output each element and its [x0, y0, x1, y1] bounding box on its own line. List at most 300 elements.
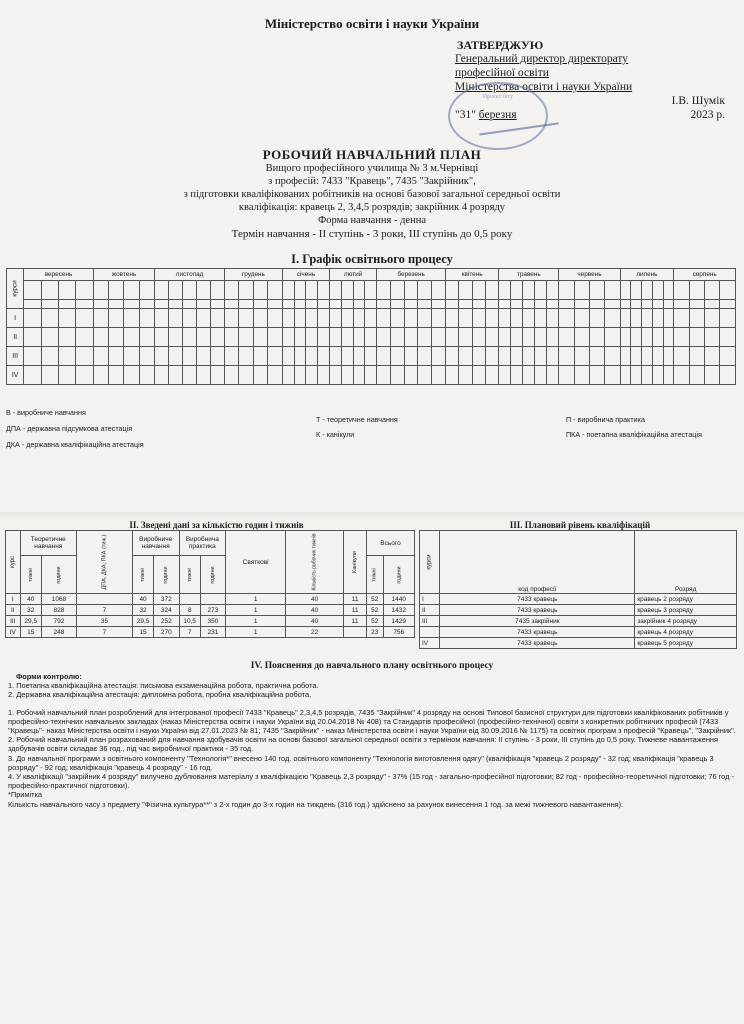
schedule-cell: [432, 366, 446, 385]
schedule-cell: [196, 328, 210, 347]
schedule-cell: [239, 366, 254, 385]
schedule-cell: [365, 366, 377, 385]
summary-p-hours-header: години: [209, 565, 216, 584]
week-number-cell: [559, 300, 574, 309]
schedule-cell: [268, 309, 283, 328]
schedule-cell: [294, 366, 306, 385]
week-number-cell: [76, 300, 93, 309]
title-line-2: з професій: 7433 "Кравець", 7435 "Закрійник",: [268, 176, 476, 187]
schedule-cell: [547, 309, 559, 328]
schedule-cell: [155, 366, 169, 385]
course-row-label: І: [7, 309, 24, 328]
week-cell: [720, 281, 736, 300]
note-item-2: 2. Робочий навчальний план розрахований для навчання здобувачів освіти на основі базової загальної середньої освіти з терміном навчання: ІІ ступінь - 3 роки, ІІІ ступінь до 0,5 року. Тижневе навантаження здобувачів освіти складає 36 год., під час виробничої практики - 35 год.: [8, 735, 718, 754]
summary-cell-course: ІІ: [6, 605, 21, 616]
summary-cell-dpa: 7: [77, 605, 133, 616]
summary-cell-v_w: 40: [132, 594, 153, 605]
schedule-cell: [365, 309, 377, 328]
schedule-cell: [109, 309, 124, 328]
summary-vocational-header: Виробниче навчання: [132, 531, 179, 556]
summary-cell-t_h: 248: [41, 627, 76, 638]
week-number-cell: [390, 300, 404, 309]
summary-cell-t_w: 15: [20, 627, 41, 638]
week-cell: [365, 281, 377, 300]
week-number-cell: [446, 300, 459, 309]
schedule-cell: [306, 309, 318, 328]
summary-cell-hol: 1: [226, 605, 286, 616]
schedule-cell: [318, 328, 330, 347]
summary-cell-v_h: 372: [154, 594, 179, 605]
plan-title: РОБОЧИЙ НАВЧАЛЬНИЙ ПЛАН: [262, 147, 482, 162]
schedule-cell: [390, 309, 404, 328]
schedule-cell: [523, 309, 535, 328]
week-number-cell: [499, 300, 511, 309]
week-number-cell: [689, 300, 704, 309]
week-number-cell: [605, 300, 620, 309]
schedule-cell: [472, 366, 485, 385]
schedule-cell: [390, 328, 404, 347]
schedule-cell: [642, 309, 653, 328]
schedule-cell: [589, 309, 604, 328]
schedule-cell: [574, 328, 589, 347]
schedule-cell: [58, 347, 75, 366]
month-header: травень: [499, 269, 559, 281]
summary-cell-p_w: [179, 594, 200, 605]
schedule-cell: [196, 366, 210, 385]
week-cell: [620, 281, 631, 300]
schedule-cell: [418, 309, 432, 328]
schedule-cell: [485, 347, 498, 366]
approve-day: "31": [455, 109, 476, 121]
qual-cell-course: ІІІ: [420, 616, 440, 627]
schedule-cell: [511, 328, 523, 347]
note-item-1: 1. Робочий навчальний план розроблений для інтегрованої професії 7433 "Кравець" 2,3,4,5 розрядів, 7435 "Закрійник" 4 розряду на основі Типової базисної структури для підготовки кваліфікованих робітників у професійно-технічних навчальних закладах (наказ Міністерства освіти і науки України від 20.04.2018 № 408) та Стандартів професійної (професійно-технічної) освіти з конкретних робітничих професій (7433 "Кравець"- наказ Міністерства освіти і науки України від 27.01.2023 № 81; 7435 "Закрійник" - наказ Міністерства освіти і науки України від 30.09.2016 № 1175) та освітніх програм з професій "Кравець", "Закрійник".: [8, 707, 736, 736]
qual-cell-grade: кравець 4 розряду: [635, 627, 737, 638]
summary-table: [5, 530, 415, 638]
schedule-cell: [535, 347, 547, 366]
summary-cell-hol: 1: [226, 616, 286, 627]
summary-cell-t_h: 1068: [41, 594, 76, 605]
schedule-cell: [58, 328, 75, 347]
title-line-3: з підготовки кваліфікованих робітників на основі базової загальної середньої освіти: [183, 189, 561, 200]
qual-cell-code: 7433 кравець: [440, 627, 635, 638]
control-line-1: 1. Поетапна кваліфікаційна атестація: письмова екзаменаційна робота, практична робота.: [8, 681, 319, 691]
schedule-cell: [377, 309, 391, 328]
schedule-cell: [390, 366, 404, 385]
schedule-cell: [210, 309, 224, 328]
week-number-cell: [169, 300, 183, 309]
schedule-cell: [76, 366, 93, 385]
schedule-cell: [124, 366, 139, 385]
summary-cell-vac: 11: [344, 594, 367, 605]
schedule-cell: [446, 328, 459, 347]
schedule-cell: [183, 347, 197, 366]
schedule-cell: [341, 366, 353, 385]
schedule-cell: [689, 366, 704, 385]
summary-section-title: ІІ. Зведені дані за кількістю годин і тижнів: [129, 520, 304, 530]
week-number-cell: [41, 300, 58, 309]
qualification-table: [419, 530, 737, 649]
qual-cell-grade: закрійник 4 розряду: [635, 616, 737, 627]
schedule-cell: [432, 347, 446, 366]
summary-cell-course: IV: [6, 627, 21, 638]
week-cell: [689, 281, 704, 300]
ministry-heading: Міністерство освіти і науки України: [264, 16, 480, 31]
schedule-cell: [472, 328, 485, 347]
schedule-cell: [642, 347, 653, 366]
week-number-cell: [139, 300, 154, 309]
schedule-cell: [294, 309, 306, 328]
schedule-cell: [224, 347, 239, 366]
summary-cell-tot_h: 756: [383, 627, 415, 638]
schedule-cell: [294, 328, 306, 347]
schedule-cell: [294, 347, 306, 366]
schedule-cell: [511, 309, 523, 328]
qual-cell-grade: кравець 3 розряду: [635, 605, 737, 616]
summary-cell-p_w: 10,5: [179, 616, 200, 627]
week-number-cell: [294, 300, 306, 309]
schedule-cell: [589, 328, 604, 347]
summary-cell-tot_h: 1432: [383, 605, 415, 616]
schedule-cell: [605, 347, 620, 366]
schedule-cell: [169, 328, 183, 347]
week-cell: [485, 281, 498, 300]
schedule-cell: [574, 347, 589, 366]
schedule-cell: [318, 347, 330, 366]
summary-cell-t_w: 32: [20, 605, 41, 616]
month-header: березень: [377, 269, 446, 281]
schedule-cell: [124, 309, 139, 328]
schedule-cell: [183, 366, 197, 385]
schedule-cell: [268, 347, 283, 366]
qual-row: [420, 627, 737, 638]
summary-vacation-header: Канікули: [352, 551, 359, 573]
schedule-cell: [459, 328, 472, 347]
week-number-cell: [282, 300, 294, 309]
summary-v-weeks-header: тижні: [140, 567, 147, 582]
qual-row: [420, 605, 737, 616]
week-number-cell: [109, 300, 124, 309]
schedule-cell: [183, 328, 197, 347]
qual-cell-code: 7435 закрійник: [440, 616, 635, 627]
schedule-cell: [663, 328, 674, 347]
month-header: квітень: [446, 269, 499, 281]
week-number-cell: [720, 300, 736, 309]
week-number-cell: [589, 300, 604, 309]
week-number-cell: [341, 300, 353, 309]
summary-cell-vac: [344, 627, 367, 638]
schedule-cell: [58, 366, 75, 385]
schedule-cell: [139, 366, 154, 385]
summary-row: [6, 605, 415, 616]
summary-cell-t_w: 40: [20, 594, 41, 605]
schedule-cell: [689, 328, 704, 347]
summary-total-header: Всього: [367, 531, 415, 556]
schedule-cell: [93, 347, 108, 366]
week-number-cell: [183, 300, 197, 309]
schedule-cell: [547, 347, 559, 366]
summary-workweeks-header: Кількість робочих тижнів: [311, 533, 318, 591]
schedule-cell: [589, 347, 604, 366]
schedule-cell: [446, 309, 459, 328]
month-header: грудень: [224, 269, 282, 281]
schedule-cell: [109, 328, 124, 347]
schedule-cell: [720, 309, 736, 328]
schedule-cell: [574, 366, 589, 385]
week-number-cell: [472, 300, 485, 309]
week-cell: [404, 281, 418, 300]
schedule-cell: [169, 309, 183, 328]
week-number-cell: [704, 300, 719, 309]
summary-tot-weeks-header: тижні: [371, 567, 378, 582]
course-row-label: IV: [7, 366, 24, 385]
schedule-cell: [41, 328, 58, 347]
week-cell: [390, 281, 404, 300]
qual-grade-header: Розряд: [635, 531, 737, 594]
schedule-cell: [605, 366, 620, 385]
week-cell: [459, 281, 472, 300]
title-line-6: Термін навчання - ІІ ступінь - 3 роки, ІІІ ступінь до 0,5 року: [231, 228, 513, 240]
week-cell: [353, 281, 365, 300]
week-cell: [341, 281, 353, 300]
schedule-cell: [418, 347, 432, 366]
week-cell: [306, 281, 318, 300]
week-number-cell: [432, 300, 446, 309]
schedule-cell: [155, 328, 169, 347]
schedule-cell: [631, 366, 642, 385]
summary-t-hours-header: години: [55, 565, 62, 584]
schedule-cell: [404, 347, 418, 366]
schedule-cell: [674, 309, 689, 328]
title-line-1: Вищого професійного училища № 3 м.Чернівці: [265, 163, 479, 174]
schedule-cell: [155, 309, 169, 328]
summary-cell-v_h: 270: [154, 627, 179, 638]
notes-section-title: IV. Пояснення до навчального плану освітнього процесу: [250, 661, 494, 671]
schedule-cell: [124, 347, 139, 366]
legend-pka: ПКА - поетапна кваліфікаційна атестація: [566, 430, 702, 439]
schedule-cell: [674, 366, 689, 385]
schedule-cell: [631, 309, 642, 328]
week-cell: [663, 281, 674, 300]
week-number-cell: [329, 300, 341, 309]
legend-t: Т - теоретичне навчання: [316, 415, 398, 424]
schedule-cell: [377, 347, 391, 366]
schedule-cell: [268, 328, 283, 347]
summary-cell-vac: 11: [344, 616, 367, 627]
schedule-table: [6, 268, 736, 385]
schedule-cell: [76, 309, 93, 328]
week-number-cell: [485, 300, 498, 309]
schedule-cell: [306, 347, 318, 366]
week-cell: [559, 281, 574, 300]
week-cell: [446, 281, 459, 300]
qual-cell-course: IV: [420, 638, 440, 649]
schedule-cell: [485, 366, 498, 385]
schedule-cell: [341, 347, 353, 366]
week-cell: [432, 281, 446, 300]
schedule-cell: [631, 328, 642, 347]
schedule-cell: [642, 366, 653, 385]
summary-cell-p_w: 7: [179, 627, 200, 638]
schedule-cell: [41, 347, 58, 366]
week-number-cell: [652, 300, 663, 309]
summary-holidays-header: Святкові: [226, 531, 286, 594]
summary-row: [6, 594, 415, 605]
summary-t-weeks-header: тижні: [27, 567, 34, 582]
week-cell: [109, 281, 124, 300]
legend-dpa: ДПА - державна підсумкова атестація: [6, 424, 133, 433]
schedule-cell: [432, 309, 446, 328]
week-number-cell: [155, 300, 169, 309]
summary-cell-tot_w: 23: [367, 627, 383, 638]
schedule-cell: [24, 309, 41, 328]
schedule-cell: [631, 347, 642, 366]
week-number-cell: [306, 300, 318, 309]
week-cell: [169, 281, 183, 300]
qual-row: [420, 638, 737, 649]
schedule-cell: [499, 366, 511, 385]
summary-practice-header: Виробнича практика: [179, 531, 226, 556]
schedule-cell: [196, 347, 210, 366]
qual-course-header: курси: [426, 554, 433, 570]
schedule-cell: [196, 309, 210, 328]
schedule-cell: [306, 366, 318, 385]
schedule-cell: [472, 309, 485, 328]
schedule-cell: [109, 347, 124, 366]
schedule-cell: [652, 347, 663, 366]
summary-cell-v_w: 29,5: [132, 616, 153, 627]
schedule-cell: [574, 309, 589, 328]
week-cell: [574, 281, 589, 300]
note-item-4: 4. У кваліфікації "закрійник 4 розряду" вилучено дублювання матеріалу з кваліфікацією "Кравець 2,3 розряду" - 37% (15 год - загально-професійної підготовки; 82 год - професійно-теоретичної підготовки; 76 год - професійно-практичної підготовки).: [8, 772, 734, 791]
week-number-cell: [535, 300, 547, 309]
month-header: червень: [559, 269, 620, 281]
course-column-header: курси: [7, 269, 24, 309]
qual-row: [420, 616, 737, 627]
summary-cell-p_h: 273: [200, 605, 225, 616]
schedule-cell: [224, 366, 239, 385]
week-cell: [93, 281, 108, 300]
week-cell: [282, 281, 294, 300]
summary-row: [6, 627, 415, 638]
week-number-cell: [547, 300, 559, 309]
schedule-cell: [674, 347, 689, 366]
week-number-cell: [631, 300, 642, 309]
approve-year: 2023 р.: [690, 109, 725, 121]
week-cell: [24, 281, 41, 300]
month-header: лютий: [329, 269, 376, 281]
schedule-cell: [418, 366, 432, 385]
note-item-3: 3. До навчальної програми з освітнього компоненту "Технологія*" внесено 140 год. освітнього компоненту "Технологія виготовлення одягу" (кваліфікація "кравець 2 розряду" - 32 год; кваліфікація "кравець 3 розряду" - 92 год; кваліфікація "кравець 4 розряду" - 16 год.: [8, 753, 714, 772]
schedule-cell: [523, 347, 535, 366]
summary-cell-t_w: 29,5: [20, 616, 41, 627]
week-number-cell: [124, 300, 139, 309]
schedule-cell: [365, 328, 377, 347]
schedule-cell: [459, 309, 472, 328]
schedule-cell: [511, 366, 523, 385]
week-cell: [124, 281, 139, 300]
schedule-cell: [446, 366, 459, 385]
summary-cell-ww: 40: [286, 594, 344, 605]
week-cell: [472, 281, 485, 300]
schedule-cell: [620, 347, 631, 366]
summary-dpa-header: ДПА, ДКА, ПКА (тиж.): [101, 534, 108, 590]
summary-theory-header: Теоретичне навчання: [20, 531, 76, 556]
schedule-cell: [620, 366, 631, 385]
note-item-5: Кількість навчального часу з предмету "Фізична культура**" з 2-х годин до 3-х годин на тиждень (316 год.) здійснено за рахунок винесення 1 год. за межі тижневого навантаження).: [8, 799, 624, 809]
schedule-cell: [404, 366, 418, 385]
week-number-cell: [642, 300, 653, 309]
week-cell: [253, 281, 268, 300]
summary-course-header: курс: [9, 556, 16, 568]
schedule-cell: [605, 309, 620, 328]
schedule-cell: [689, 309, 704, 328]
schedule-cell: [620, 309, 631, 328]
schedule-cell: [559, 366, 574, 385]
schedule-cell: [620, 328, 631, 347]
summary-v-hours-header: години: [163, 565, 170, 584]
week-number-cell: [511, 300, 523, 309]
qual-cell-code: 7433 кравець: [440, 594, 635, 605]
week-cell: [329, 281, 341, 300]
approve-line-1: Генеральний директор директорату: [455, 53, 629, 65]
schedule-cell: [535, 309, 547, 328]
schedule-cell: [559, 328, 574, 347]
schedule-cell: [404, 309, 418, 328]
paper-fold: [0, 512, 744, 518]
schedule-cell: [704, 347, 719, 366]
schedule-cell: [329, 309, 341, 328]
schedule-cell: [535, 328, 547, 347]
schedule-cell: [559, 309, 574, 328]
month-header: липень: [620, 269, 674, 281]
qual-cell-grade: кравець 2 розряду: [635, 594, 737, 605]
schedule-cell: [674, 328, 689, 347]
week-number-cell: [620, 300, 631, 309]
approve-line-3: Міністерства освіти і науки України: [455, 81, 633, 93]
week-cell: [239, 281, 254, 300]
schedule-cell: [210, 328, 224, 347]
summary-cell-ww: 22: [286, 627, 344, 638]
schedule-cell: [268, 366, 283, 385]
schedule-cell: [124, 328, 139, 347]
week-number-cell: [365, 300, 377, 309]
summary-cell-t_h: 828: [41, 605, 76, 616]
schedule-cell: [239, 347, 254, 366]
summary-cell-vac: 11: [344, 605, 367, 616]
summary-cell-hol: 1: [226, 627, 286, 638]
schedule-cell: [282, 309, 294, 328]
summary-cell-p_h: 231: [200, 627, 225, 638]
schedule-cell: [183, 309, 197, 328]
schedule-cell: [155, 347, 169, 366]
schedule-cell: [704, 366, 719, 385]
schedule-cell: [306, 328, 318, 347]
schedule-cell: [446, 347, 459, 366]
schedule-cell: [499, 309, 511, 328]
schedule-cell: [499, 328, 511, 347]
month-header: січень: [282, 269, 329, 281]
notes-block: [8, 672, 736, 809]
week-cell: [76, 281, 93, 300]
schedule-cell: [418, 328, 432, 347]
schedule-cell: [459, 347, 472, 366]
week-number-cell: [674, 300, 689, 309]
schedule-section-title: І. Графік освітнього процесу: [291, 252, 453, 266]
week-number-cell: [377, 300, 391, 309]
legend-p: П - виробнича практика: [566, 415, 645, 424]
schedule-cell: [353, 366, 365, 385]
